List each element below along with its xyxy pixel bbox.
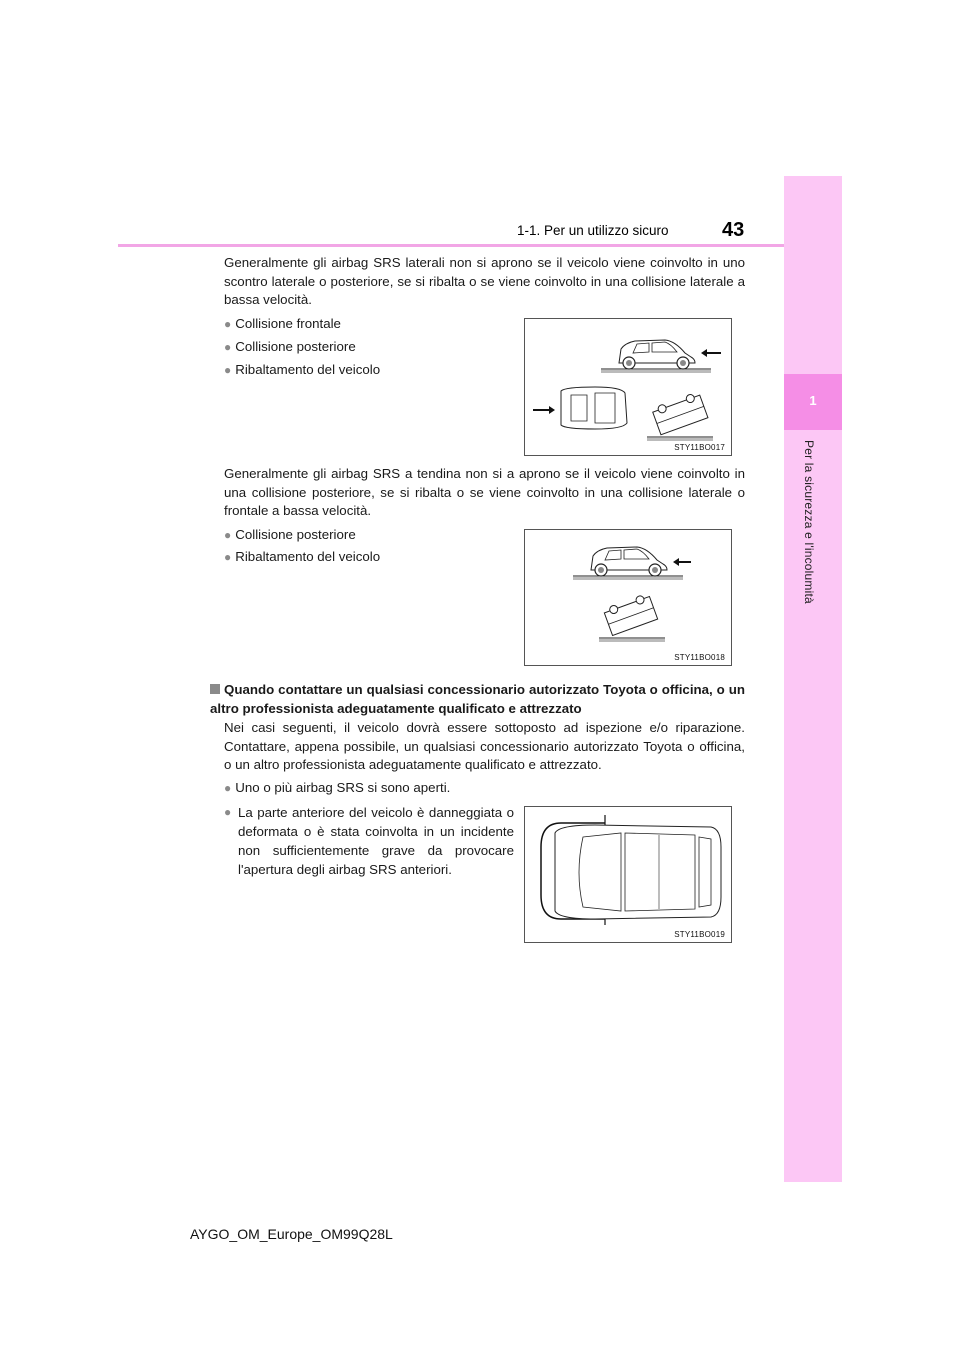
figure-front-damage bbox=[524, 806, 732, 943]
car-collision-illustration bbox=[525, 319, 731, 455]
car-top-view-illustration bbox=[525, 807, 731, 942]
square-bullet-icon bbox=[210, 684, 220, 694]
figure-code: STY11BO017 bbox=[674, 443, 725, 452]
document-id: AYGO_OM_Europe_OM99Q28L bbox=[190, 1226, 393, 1242]
figure-curtain-airbag-collisions bbox=[524, 529, 732, 666]
section-title: 1-1. Per un utilizzo sicuro bbox=[517, 223, 669, 238]
side-tab-label: Per la sicurezza e l'incolumità bbox=[802, 440, 816, 604]
bullet-icon: ● bbox=[224, 550, 232, 564]
list-item: ● Ribaltamento del veicolo bbox=[224, 362, 381, 377]
header-rule bbox=[118, 244, 841, 247]
paragraph-curtain-airbag: Generalmente gli airbag SRS a tendina non si a aprono se il veicolo viene coinvolto in una collisione posteriore, se si ribalta o se viene coinvolto in una collisione laterale o frontale a bassa velocità. bbox=[224, 466, 745, 518]
car-collision-illustration bbox=[525, 530, 731, 665]
list-item: ● Collisione posteriore bbox=[224, 339, 356, 354]
list-item: ● Collisione posteriore bbox=[224, 527, 356, 542]
figure-code: STY11BO019 bbox=[674, 930, 725, 939]
bullet-icon: ● bbox=[224, 781, 232, 795]
bullet-icon: ● bbox=[224, 317, 232, 331]
list-item: ● Ribaltamento del veicolo bbox=[224, 549, 381, 564]
figure-side-airbag-collisions bbox=[524, 318, 732, 456]
bullet-icon: ● bbox=[224, 528, 232, 542]
list-item: ● Collisione frontale bbox=[224, 316, 341, 331]
list-item: ● Uno o più airbag SRS si sono aperti. bbox=[224, 780, 451, 795]
bullet-icon: ● bbox=[224, 805, 232, 819]
paragraph-side-airbag: Generalmente gli airbag SRS laterali non si aprono se il veicolo viene coinvolto in uno scontro laterale o posteriore, se si ribalta o se viene coinvolto in una collisione laterale a bassa velocità. bbox=[224, 255, 745, 307]
paragraph-inspection: Nei casi seguenti, il veicolo dovrà essere sottoposto ad ispezione e/o riparazione. Contattare, appena possibile, un qualsiasi concessionario autorizzato Toyota o officina, o un altro professionista adeguatamente qualificato e attrezzato. bbox=[224, 720, 745, 772]
figure-code: STY11BO018 bbox=[674, 653, 725, 662]
list-item: ● La parte anteriore del veicolo è danneggiata o deformata o è stata coinvolta in un incidente non sufficientemente grave da provocare l'apertura degli airbag SRS anteriori. bbox=[224, 805, 514, 877]
page-number: 43 bbox=[722, 219, 745, 241]
section-heading: Quando contattare un qualsiasi concessionario autorizzato Toyota o officina, o un altro professionista adeguatamente qualificato e attrezzato bbox=[210, 682, 745, 716]
side-tab-number: 1 bbox=[809, 393, 817, 408]
bullet-icon: ● bbox=[224, 340, 232, 354]
side-tab-bar bbox=[784, 176, 842, 1182]
bullet-icon: ● bbox=[224, 363, 232, 377]
